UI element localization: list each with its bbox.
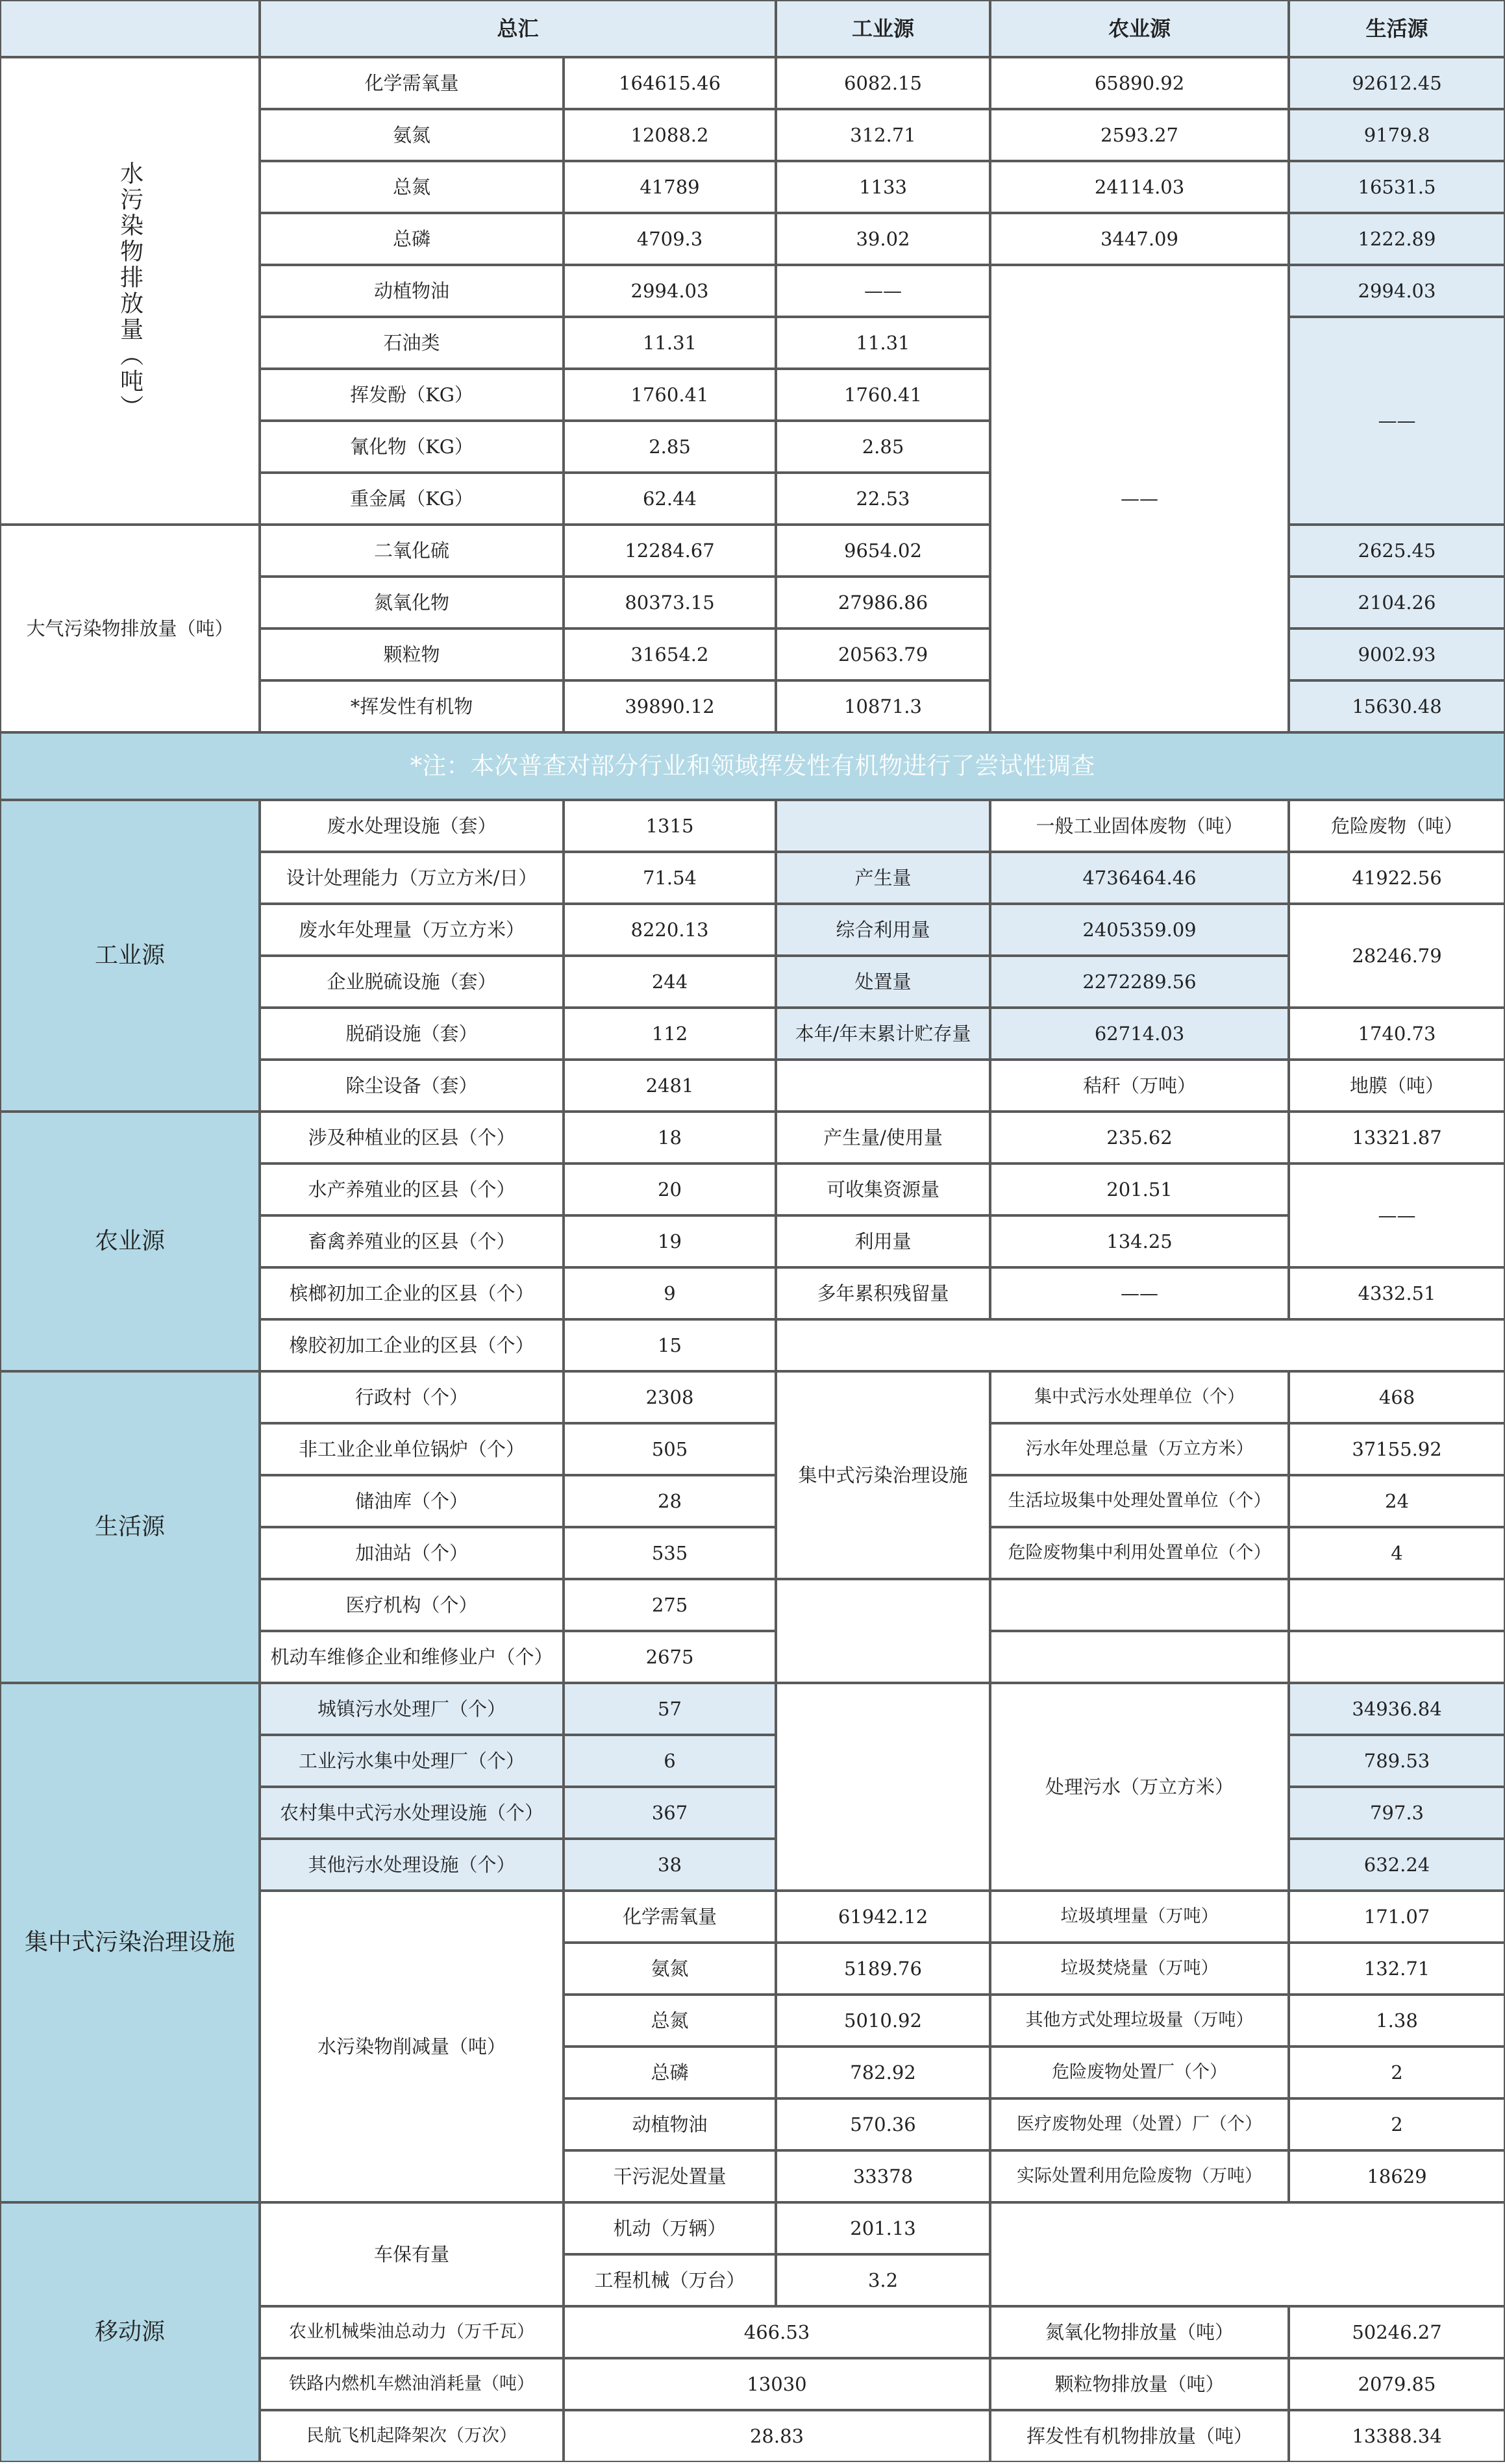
- waste-disposal-name: 垃圾焚烧量（万吨）: [990, 1943, 1289, 1995]
- water-row-agricultural: 24114.03: [990, 161, 1289, 213]
- domestic-item-name: 机动车维修企业和维修业户（个）: [260, 1631, 564, 1683]
- water-row-agricultural: 2593.27: [990, 109, 1289, 161]
- industrial-facility-value: 1315: [564, 800, 776, 852]
- industrial-facility-value: 112: [564, 1008, 776, 1060]
- water-row-total: 12088.2: [564, 109, 776, 161]
- plant-name: 工业污水集中处理厂（个）: [260, 1735, 564, 1787]
- waste-disposal-name: 其他方式处理垃圾量（万吨）: [990, 1995, 1289, 2047]
- reduction-item-value: 61942.12: [776, 1891, 990, 1943]
- plant-name: 其他污水处理设施（个）: [260, 1839, 564, 1891]
- centralized-section-label: 集中式污染治理设施: [0, 1683, 260, 2202]
- straw-value: 201.51: [990, 1164, 1289, 1215]
- centralized-item-name: 集中式污水处理单位（个）: [990, 1371, 1289, 1423]
- waste-disposal-value: 1.38: [1289, 1995, 1505, 2047]
- agricultural-blank: [776, 1319, 1505, 1371]
- mobile-item-value: 13030: [564, 2358, 990, 2410]
- vehicle-type-name: 机动（万辆）: [564, 2202, 776, 2254]
- water-row-total: 4709.3: [564, 213, 776, 265]
- water-row-total: 164615.46: [564, 57, 776, 109]
- water-row-industrial: 39.02: [776, 213, 990, 265]
- water-row-total: 41789: [564, 161, 776, 213]
- agricultural-county-name: 水产养殖业的区县（个）: [260, 1164, 564, 1215]
- mobile-emission-name: 挥发性有机物排放量（吨）: [990, 2410, 1289, 2462]
- mobile-item-name: 铁路内燃机车燃油消耗量（吨）: [260, 2358, 564, 2410]
- straw-row-label: 可收集资源量: [776, 1164, 990, 1215]
- industrial-facility-value: 2481: [564, 1060, 776, 1112]
- water-row-total: 1760.41: [564, 369, 776, 421]
- reduction-item-name: 氨氮: [564, 1943, 776, 1995]
- domestic-item-value: 505: [564, 1423, 776, 1475]
- mobile-emission-value: 50246.27: [1289, 2306, 1505, 2358]
- reduction-item-name: 总磷: [564, 2047, 776, 2098]
- domestic-item-name: 储油库（个）: [260, 1475, 564, 1527]
- header-agricultural: 农业源: [990, 0, 1289, 57]
- agricultural-county-value: 20: [564, 1164, 776, 1215]
- industrial-facility-name: 脱硝设施（套）: [260, 1008, 564, 1060]
- air-row-industrial: 27986.86: [776, 577, 990, 628]
- water-row-industrial: ——: [776, 265, 990, 317]
- plant-water-treated: 797.3: [1289, 1787, 1505, 1839]
- domestic-blank: [990, 1631, 1289, 1683]
- waste-row-label: 综合利用量: [776, 904, 990, 956]
- film-header: 地膜（吨）: [1289, 1060, 1505, 1112]
- water-row-agricultural: 3447.09: [990, 213, 1289, 265]
- domestic-item-value: 275: [564, 1579, 776, 1631]
- air-row-domestic: 2104.26: [1289, 577, 1505, 628]
- vehicle-type-value: 201.13: [776, 2202, 990, 2254]
- reduction-item-name: 总氮: [564, 1995, 776, 2047]
- vehicle-type-value: 3.2: [776, 2254, 990, 2306]
- industrial-facility-value: 244: [564, 956, 776, 1008]
- reduction-item-value: 33378: [776, 2150, 990, 2202]
- centralized-item-value: 24: [1289, 1475, 1505, 1527]
- agricultural-section-label: 农业源: [0, 1112, 260, 1371]
- mobile-emission-value: 13388.34: [1289, 2410, 1505, 2462]
- waste-disposal-name: 实际处置利用危险废物（万吨）: [990, 2150, 1289, 2202]
- agricultural-county-name: 涉及种植业的区县（个）: [260, 1112, 564, 1164]
- reduction-item-value: 782.92: [776, 2047, 990, 2098]
- reduction-item-value: 5010.92: [776, 1995, 990, 2047]
- waste-disposal-name: 医疗废物处理（处置）厂（个）: [990, 2098, 1289, 2150]
- straw-row-label: 多年累积残留量: [776, 1267, 990, 1319]
- plant-count: 57: [564, 1683, 776, 1735]
- water-row-name: 动植物油: [260, 265, 564, 317]
- waste-disposal-value: 18629: [1289, 2150, 1505, 2202]
- agricultural-dash: ——: [990, 265, 1289, 732]
- waste-disposal-value: 132.71: [1289, 1943, 1505, 1995]
- water-row-name: 总氮: [260, 161, 564, 213]
- plants-blank: [776, 1683, 990, 1891]
- water-row-domestic: 2994.03: [1289, 265, 1505, 317]
- industrial-facility-name: 除尘设备（套）: [260, 1060, 564, 1112]
- solid-waste-value: 62714.03: [990, 1008, 1289, 1060]
- centralized-item-name: 生活垃圾集中处理处置单位（个）: [990, 1475, 1289, 1527]
- reduction-item-name: 干污泥处置量: [564, 2150, 776, 2202]
- domestic-item-name: 非工业企业单位锅炉（个）: [260, 1423, 564, 1475]
- air-row-domestic: 15630.48: [1289, 680, 1505, 732]
- waste-disposal-value: 171.07: [1289, 1891, 1505, 1943]
- air-row-total: 12284.67: [564, 525, 776, 577]
- solid-waste-value: 4736464.46: [990, 852, 1289, 904]
- hazard-waste-produced: 41922.56: [1289, 852, 1505, 904]
- reduction-item-name: 化学需氧量: [564, 1891, 776, 1943]
- treated-water-label: 处理污水（万立方米）: [990, 1683, 1289, 1891]
- domestic-item-name: 行政村（个）: [260, 1371, 564, 1423]
- domestic-blank: [1289, 1579, 1505, 1631]
- air-row-total: 31654.2: [564, 628, 776, 680]
- mobile-item-name: 民航飞机起降架次（万次）: [260, 2410, 564, 2462]
- centralized-item-name: 污水年处理总量（万立方米）: [990, 1423, 1289, 1475]
- plant-name: 农村集中式污水处理设施（个）: [260, 1787, 564, 1839]
- water-row-name: 总磷: [260, 213, 564, 265]
- water-row-industrial: 1133: [776, 161, 990, 213]
- industrial-facility-name: 废水处理设施（套）: [260, 800, 564, 852]
- plant-count: 367: [564, 1787, 776, 1839]
- industrial-facility-value: 71.54: [564, 852, 776, 904]
- industrial-facility-name: 废水年处理量（万立方米）: [260, 904, 564, 956]
- film-value: 13321.87: [1289, 1112, 1505, 1164]
- domestic-item-name: 加油站（个）: [260, 1527, 564, 1579]
- waste-disposal-name: 垃圾填埋量（万吨）: [990, 1891, 1289, 1943]
- mobile-emission-value: 2079.85: [1289, 2358, 1505, 2410]
- agricultural-county-value: 19: [564, 1215, 776, 1267]
- vehicle-type-name: 工程机械（万台）: [564, 2254, 776, 2306]
- domestic-blank: [990, 1579, 1289, 1631]
- solid-waste-value: 2272289.56: [990, 956, 1289, 1008]
- air-row-domestic: 9002.93: [1289, 628, 1505, 680]
- water-row-domestic: 92612.45: [1289, 57, 1505, 109]
- waste-row-label: 本年/年末累计贮存量: [776, 1008, 990, 1060]
- centralized-facility-label: 集中式污染治理设施: [776, 1371, 990, 1579]
- air-row-total: 80373.15: [564, 577, 776, 628]
- plant-water-treated: 34936.84: [1289, 1683, 1505, 1735]
- vehicle-holdings-label: 车保有量: [260, 2202, 564, 2306]
- water-row-industrial: 11.31: [776, 317, 990, 369]
- water-row-name: 重金属（KG）: [260, 473, 564, 525]
- survey-note: *注：本次普查对部分行业和领域挥发性有机物进行了尝试性调查: [0, 732, 1505, 800]
- domestic-item-value: 2308: [564, 1371, 776, 1423]
- water-row-industrial: 312.71: [776, 109, 990, 161]
- plant-count: 38: [564, 1839, 776, 1891]
- header-domestic: 生活源: [1289, 0, 1505, 57]
- straw-value: 235.62: [990, 1112, 1289, 1164]
- mobile-section-label: 移动源: [0, 2202, 260, 2462]
- header-total: 总汇: [260, 0, 776, 57]
- industrial-facility-value: 8220.13: [564, 904, 776, 956]
- mobile-item-value: 466.53: [564, 2306, 990, 2358]
- centralized-item-value: 37155.92: [1289, 1423, 1505, 1475]
- waste-disposal-value: 2: [1289, 2047, 1505, 2098]
- plant-water-treated: 632.24: [1289, 1839, 1505, 1891]
- mobile-blank: [990, 2202, 1505, 2306]
- header-industrial: 工业源: [776, 0, 990, 57]
- domestic-item-value: 28: [564, 1475, 776, 1527]
- centralized-item-value: 468: [1289, 1371, 1505, 1423]
- air-row-name: 颗粒物: [260, 628, 564, 680]
- plant-count: 6: [564, 1735, 776, 1787]
- industrial-facility-name: 企业脱硫设施（套）: [260, 956, 564, 1008]
- water-row-domestic: 9179.8: [1289, 109, 1505, 161]
- air-row-name: *挥发性有机物: [260, 680, 564, 732]
- agricultural-county-name: 槟榔初加工企业的区县（个）: [260, 1267, 564, 1319]
- air-row-name: 二氧化硫: [260, 525, 564, 577]
- centralized-item-name: 危险废物集中利用处置单位（个）: [990, 1527, 1289, 1579]
- water-row-domestic: 1222.89: [1289, 213, 1505, 265]
- hazard-waste-stored: 1740.73: [1289, 1008, 1505, 1060]
- waste-disposal-name: 危险废物处置厂（个）: [990, 2047, 1289, 2098]
- straw-header-blank: [776, 1060, 990, 1112]
- water-section-label: 水污染物排放量（吨）: [0, 57, 260, 525]
- reduction-item-value: 5189.76: [776, 1943, 990, 1995]
- industrial-facility-name: 设计处理能力（万立方米/日）: [260, 852, 564, 904]
- water-row-industrial: 1760.41: [776, 369, 990, 421]
- domestic-section-label: 生活源: [0, 1371, 260, 1683]
- mobile-item-value: 28.83: [564, 2410, 990, 2462]
- film-residual: 4332.51: [1289, 1267, 1505, 1319]
- hazard-waste-header: 危险废物（吨）: [1289, 800, 1505, 852]
- water-row-name: 挥发酚（KG）: [260, 369, 564, 421]
- domestic-item-value: 535: [564, 1527, 776, 1579]
- hazard-waste-merged: 28246.79: [1289, 904, 1505, 1008]
- agricultural-county-name: 橡胶初加工企业的区县（个）: [260, 1319, 564, 1371]
- air-row-name: 氮氧化物: [260, 577, 564, 628]
- reduction-item-name: 动植物油: [564, 2098, 776, 2150]
- domestic-item-value: 2675: [564, 1631, 776, 1683]
- agricultural-county-value: 9: [564, 1267, 776, 1319]
- straw-header: 秸秆（万吨）: [990, 1060, 1289, 1112]
- air-row-industrial: 10871.3: [776, 680, 990, 732]
- centralized-item-value: 4: [1289, 1527, 1505, 1579]
- reduction-label: 水污染物削减量（吨）: [260, 1891, 564, 2202]
- water-row-industrial: 6082.15: [776, 57, 990, 109]
- water-row-total: 2994.03: [564, 265, 776, 317]
- mobile-item-name: 农业机械柴油总动力（万千瓦）: [260, 2306, 564, 2358]
- air-row-total: 39890.12: [564, 680, 776, 732]
- air-row-industrial: 9654.02: [776, 525, 990, 577]
- water-row-name: 氰化物（KG）: [260, 421, 564, 473]
- industrial-mid-blank: [776, 800, 990, 852]
- mobile-emission-name: 颗粒物排放量（吨）: [990, 2358, 1289, 2410]
- water-row-name: 石油类: [260, 317, 564, 369]
- water-row-industrial: 22.53: [776, 473, 990, 525]
- reduction-item-value: 570.36: [776, 2098, 990, 2150]
- waste-row-label: 产生量: [776, 852, 990, 904]
- water-domestic-dash: ——: [1289, 317, 1505, 525]
- industrial-section-label: 工业源: [0, 800, 260, 1112]
- solid-waste-value: 2405359.09: [990, 904, 1289, 956]
- agricultural-county-value: 18: [564, 1112, 776, 1164]
- water-row-total: 11.31: [564, 317, 776, 369]
- water-row-total: 2.85: [564, 421, 776, 473]
- water-row-industrial: 2.85: [776, 421, 990, 473]
- mobile-emission-name: 氮氧化物排放量（吨）: [990, 2306, 1289, 2358]
- water-row-name: 氨氮: [260, 109, 564, 161]
- straw-value: ——: [990, 1267, 1289, 1319]
- solid-waste-header: 一般工业固体废物（吨）: [990, 800, 1289, 852]
- air-row-industrial: 20563.79: [776, 628, 990, 680]
- air-section-label: 大气污染物排放量（吨）: [0, 525, 260, 732]
- water-row-agricultural: 65890.92: [990, 57, 1289, 109]
- straw-row-label: 利用量: [776, 1215, 990, 1267]
- straw-value: 134.25: [990, 1215, 1289, 1267]
- agricultural-county-value: 15: [564, 1319, 776, 1371]
- waste-row-label: 处置量: [776, 956, 990, 1008]
- film-dash: ——: [1289, 1164, 1505, 1267]
- agricultural-county-name: 畜禽养殖业的区县（个）: [260, 1215, 564, 1267]
- air-row-domestic: 2625.45: [1289, 525, 1505, 577]
- domestic-mid-blank: [776, 1579, 990, 1683]
- straw-row-label: 产生量/使用量: [776, 1112, 990, 1164]
- waste-disposal-value: 2: [1289, 2098, 1505, 2150]
- water-row-name: 化学需氧量: [260, 57, 564, 109]
- water-row-total: 62.44: [564, 473, 776, 525]
- header-blank: [0, 0, 260, 57]
- water-row-domestic: 16531.5: [1289, 161, 1505, 213]
- plant-water-treated: 789.53: [1289, 1735, 1505, 1787]
- domestic-blank: [1289, 1631, 1505, 1683]
- plant-name: 城镇污水处理厂（个）: [260, 1683, 564, 1735]
- domestic-item-name: 医疗机构（个）: [260, 1579, 564, 1631]
